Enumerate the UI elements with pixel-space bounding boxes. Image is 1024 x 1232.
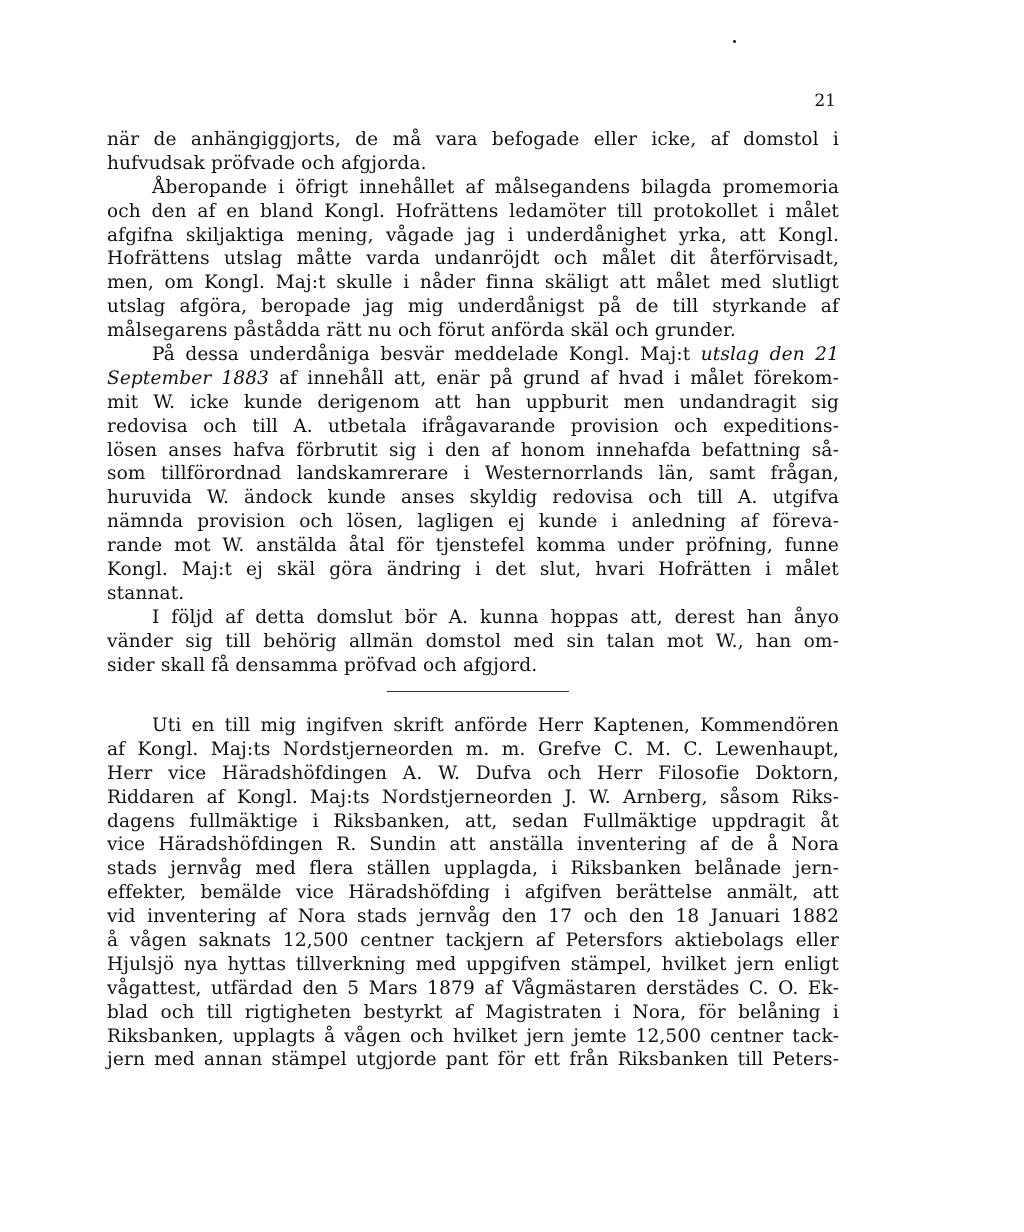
text-line: utslag afgöra, beropade jag mig underdånigst på de till styrkande af	[107, 296, 839, 318]
text-line: nämnda provision och lösen, lagligen ej kunde i anledning af föreva-	[107, 511, 839, 533]
text-line: jern med annan stämpel utgjorde pant för ett från Riksbanken till Peters-	[107, 1049, 839, 1071]
text-line: huruvida W. ändock kunde anses skyldig redovisa och till A. utgifva	[107, 487, 839, 509]
text-line: redovisa och till A. utbetala ifrågavarande provision och expeditions-	[107, 415, 839, 437]
text-line: Herr vice Häradshöfdingen A. W. Dufva och Herr Filosofie Doktorn,	[107, 762, 839, 784]
text-line: mit W. icke kunde derigenom att han uppburit men undandragit sig	[107, 391, 839, 413]
text-line: stannat.	[107, 582, 185, 604]
section-divider	[387, 691, 569, 692]
text-line: Åberopande i öfrigt innehållet af målsegandens bilagda promemoria	[152, 176, 839, 198]
text-line: Kongl. Maj:t ej skäl göra ändring i det slut, hvari Hofrätten i målet	[107, 559, 839, 581]
text-line: Uti en till mig ingifven skrift anförde Herr Kaptenen, Kommendören	[152, 715, 839, 736]
ink-speck	[733, 40, 736, 43]
italic-run: September 1883	[107, 367, 270, 389]
section-1-text	[107, 128, 839, 677]
text-line: effekter, bemälde vice Häradshöfding i afgifven berättelse anmält, att	[107, 882, 839, 904]
text-line: vid inventering af Nora stads jernvåg den 17 och den 18 Januari 1882	[107, 906, 839, 928]
text-line: Hjulsjö nya hyttas tillverkning med uppgifven stämpel, hvilket jern enligt	[107, 953, 839, 975]
text-line: stads jernvåg med flera ställen upplagda, i Riksbanken belånade jern-	[107, 858, 839, 880]
text-line: vice Häradshöfdingen R. Sundin att anställa inventering af de å Nora	[107, 834, 839, 856]
text-line: I följd af detta domslut bör A. kunna hoppas att, derest han ånyo	[152, 606, 839, 628]
text-line: när de anhängiggjorts, de må vara befogade eller icke, af domstol i	[107, 129, 839, 150]
text-line: vågattest, utfärdad den 5 Mars 1879 af Vågmästaren derstädes C. O. Ek-	[107, 977, 839, 999]
text-line: Riksbanken, upplagts å vågen och hvilket jern jemte 12,500 centner tack-	[107, 1025, 839, 1047]
text-line: lösen anses hafva förbrutit sig i den af honom innehafda befattning så-	[107, 439, 839, 461]
text-line: målsegarens påstådda rätt nu och förut anförda skäl och grunder.	[107, 320, 736, 342]
text-line: å vågen saknats 12,500 centner tackjern af Petersfors aktiebolags eller	[107, 930, 839, 952]
text-run: af innehåll att, enär på grund af hvad i målet förekom-	[269, 367, 839, 389]
text-line: men, om Kongl. Maj:t skulle i nåder finna skäligt att målet med slutligt	[107, 272, 839, 294]
text-line: hufvudsak pröfvade och afgjorda.	[107, 152, 427, 174]
page-number: 21	[814, 91, 836, 111]
text-line: afgifna skiljaktiga mening, vågade jag i underdånighet yrka, att Kongl.	[107, 224, 839, 246]
italic-run: utslag den 21	[700, 344, 839, 366]
text-line: af Kongl. Maj:ts Nordstjerneorden m. m. Grefve C. M. C. Lewenhaupt,	[107, 738, 839, 760]
text-line	[107, 367, 839, 391]
text-line: vänder sig till behörig allmän domstol med sin talan mot W., han om-	[107, 630, 839, 652]
section-2-text	[107, 714, 839, 1072]
text-run: På dessa underdåniga besvär meddelade Kongl. Maj:t	[152, 344, 701, 366]
text-line: Hofrättens utslag måtte varda undanröjdt och målet dit återförvisadt,	[107, 248, 839, 270]
text-line: och den af en bland Kongl. Hofrättens ledamöter till protokollet i målet	[107, 200, 839, 222]
text-line: dagens fullmäktige i Riksbanken, att, sedan Fullmäktige uppdragit åt	[107, 810, 839, 832]
text-line: Riddaren af Kongl. Maj:ts Nordstjerneorden J. W. Arnberg, såsom Riks-	[107, 786, 839, 808]
text-line	[107, 343, 839, 367]
text-line: blad och till rigtigheten bestyrkt af Magistraten i Nora, för belåning i	[107, 1001, 839, 1023]
text-line: som tillförordnad landskamrerare i Westernorrlands län, samt frågan,	[107, 463, 839, 485]
text-line: sider skall få densamma pröfvad och afgjord.	[107, 654, 538, 676]
text-line: rande mot W. anstälda åtal för tjenstefel komma under pröfning, funne	[107, 535, 839, 557]
